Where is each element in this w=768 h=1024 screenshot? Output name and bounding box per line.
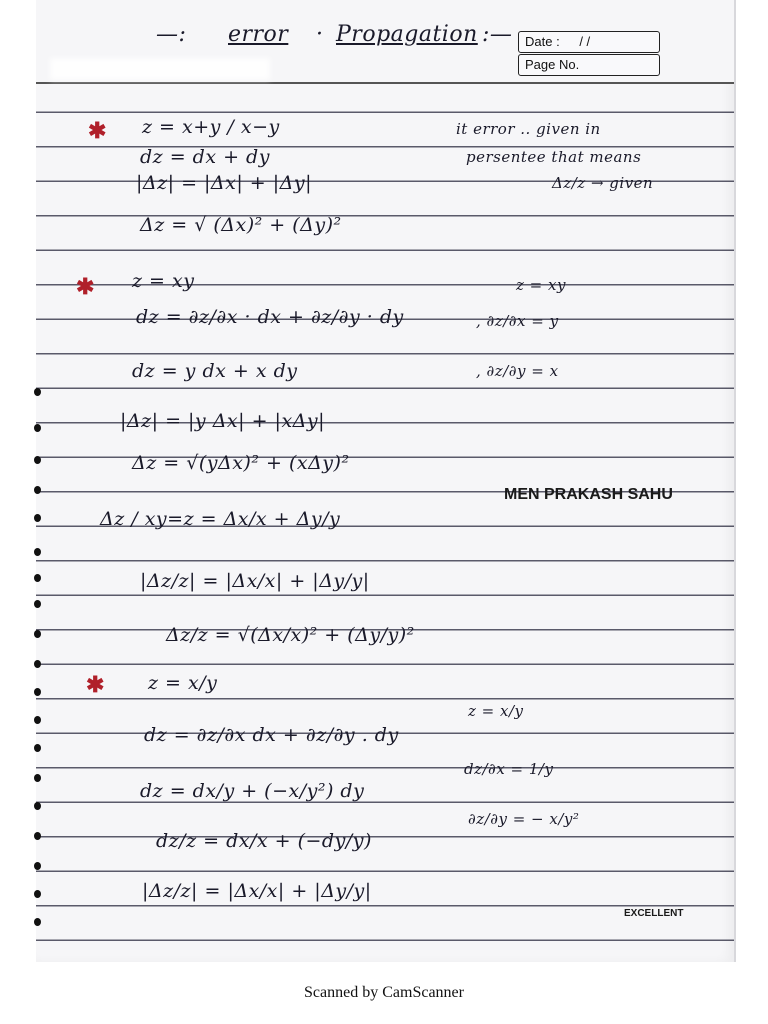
s2-line-3: dz = y dx + x dy <box>132 360 298 382</box>
s2-line-5: Δz = √(yΔx)² + (xΔy)² <box>132 452 350 474</box>
s3-line-3: dz = dx/y + (−x/y²) dy <box>140 780 365 802</box>
s3-note-1: z = x/y <box>468 702 524 720</box>
s3-line-5: |Δz/z| = |Δx/x| + |Δy/y| <box>142 880 372 902</box>
date-box <box>518 31 660 53</box>
s1-note-3: Δz/z → given <box>552 174 654 192</box>
header-rule <box>36 82 734 84</box>
s1-line-2: dz = dx + dy <box>140 146 270 168</box>
s2-line-4: |Δz| = |y Δx| + |xΔy| <box>120 410 326 432</box>
title-word-propagation: Propagation <box>336 22 478 47</box>
page-number-label: Page No. <box>525 57 580 72</box>
s3-line-4: dz/z = dx/x + (−dy/y) <box>156 830 372 852</box>
s2-note-2: , ∂z/∂x = y <box>476 312 559 330</box>
s3-line-1: z = x/y <box>148 672 218 694</box>
brand-stamp: EXCELLENT <box>624 908 684 919</box>
date-value: / / <box>579 34 591 49</box>
date-label: Date : <box>525 34 560 49</box>
notebook-page <box>36 0 736 962</box>
s3-note-2: dz/∂x = 1/y <box>464 760 554 778</box>
s1-note-2: persentee that means <box>466 148 642 166</box>
s2-line-1: z = xy <box>132 270 195 292</box>
section-marker-3: ✱ <box>86 672 105 698</box>
s1-line-1: z = x+y / x−y <box>142 116 280 138</box>
s2-line-6: Δz / xy=z = Δx/x + Δy/y <box>100 508 341 530</box>
s2-line-8: Δz/z = √(Δx/x)² + (Δy/y)² <box>166 624 415 646</box>
title-word-error: error <box>228 22 289 47</box>
section-marker-1: ✱ <box>88 118 107 144</box>
s2-line-7: |Δz/z| = |Δx/x| + |Δy/y| <box>140 570 370 592</box>
scanner-footer: Scanned by CamScanner <box>304 984 464 1001</box>
s2-note-1: z = xy <box>516 276 566 294</box>
title-dot: · <box>316 22 324 47</box>
title-suffix: :— <box>482 22 513 47</box>
s1-note-1: it error .. given in <box>456 120 601 138</box>
section-marker-2: ✱ <box>76 274 95 300</box>
s2-note-3: , ∂z/∂y = x <box>476 362 559 380</box>
s2-line-2: dz = ∂z/∂x · dx + ∂z/∂y · dy <box>136 306 404 328</box>
title-prefix: —: <box>156 22 187 47</box>
s1-line-3: |Δz| = |Δx| + |Δy| <box>136 172 313 194</box>
s3-line-2: dz = ∂z/∂x dx + ∂z/∂y . dy <box>144 724 399 746</box>
page-number-box <box>518 54 660 76</box>
eraser-smudge <box>50 58 270 80</box>
author-stamp: MEN PRAKASH SAHU <box>504 486 673 503</box>
s3-note-3: ∂z/∂y = − x/y² <box>468 810 580 828</box>
s1-line-4: Δz = √ (Δx)² + (Δy)² <box>140 214 342 236</box>
